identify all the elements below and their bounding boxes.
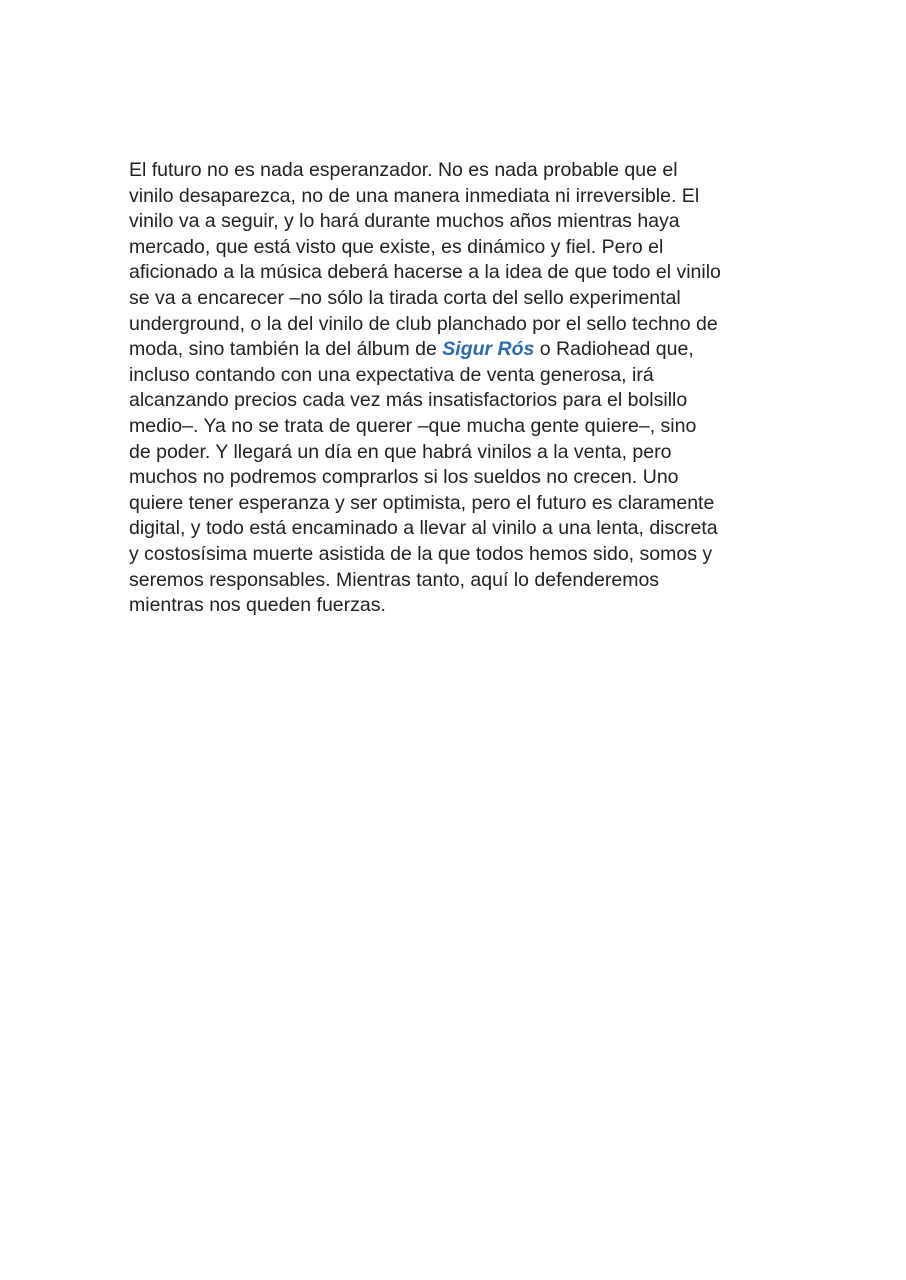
paragraph-line: medio–. Ya no se trata de querer –que mucha gente quiere–, sino (129, 414, 697, 437)
paragraph-line: vinilo desaparezca, no de una manera inmediata ni irreversible. El (129, 184, 700, 207)
paragraph-line: mientras nos queden fuerzas. (129, 594, 386, 617)
sigur-ros-link[interactable]: Sigur Rós (442, 338, 535, 361)
line-text-after-link: o Radiohead que, (534, 338, 694, 361)
paragraph-line: muchos no podremos comprarlos si los sueldos no crecen. Uno (129, 466, 679, 489)
paragraph-line: alcanzando precios cada vez más insatisfactorios para el bolsillo (129, 389, 688, 412)
paragraph-line: digital, y todo está encaminado a llevar al vinilo a una lenta, discreta (129, 517, 718, 540)
paragraph-line: y costosísima muerte asistida de la que todos hemos sido, somos y (129, 542, 713, 565)
paragraph-line: quiere tener esperanza y ser optimista, pero el futuro es claramente (129, 491, 715, 514)
paragraph-line: vinilo va a seguir, y lo hará durante muchos años mientras haya (129, 210, 680, 233)
line-text-before-link: moda, sino también la del álbum de (129, 338, 443, 361)
paragraph-line: El futuro no es nada esperanzador. No es nada probable que el (129, 159, 678, 181)
paragraph-line: de poder. Y llegará un día en que habrá vinilos a la venta, pero (129, 440, 672, 463)
body-paragraph (129, 158, 789, 619)
paragraph-line: aficionado a la música deberá hacerse a la idea de que todo el vinilo (129, 261, 721, 284)
paragraph-line: seremos responsables. Mientras tanto, aquí lo defenderemos (129, 568, 660, 591)
paragraph-line-with-link (129, 337, 789, 363)
paragraph-line: mercado, que está visto que existe, es dinámico y fiel. Pero el (129, 235, 664, 258)
paragraph-line: underground, o la del vinilo de club planchado por el sello techno de (129, 312, 718, 335)
paragraph-line: se va a encarecer –no sólo la tirada corta del sello experimental (129, 286, 681, 309)
paragraph-line: incluso contando con una expectativa de venta generosa, irá (129, 363, 654, 386)
